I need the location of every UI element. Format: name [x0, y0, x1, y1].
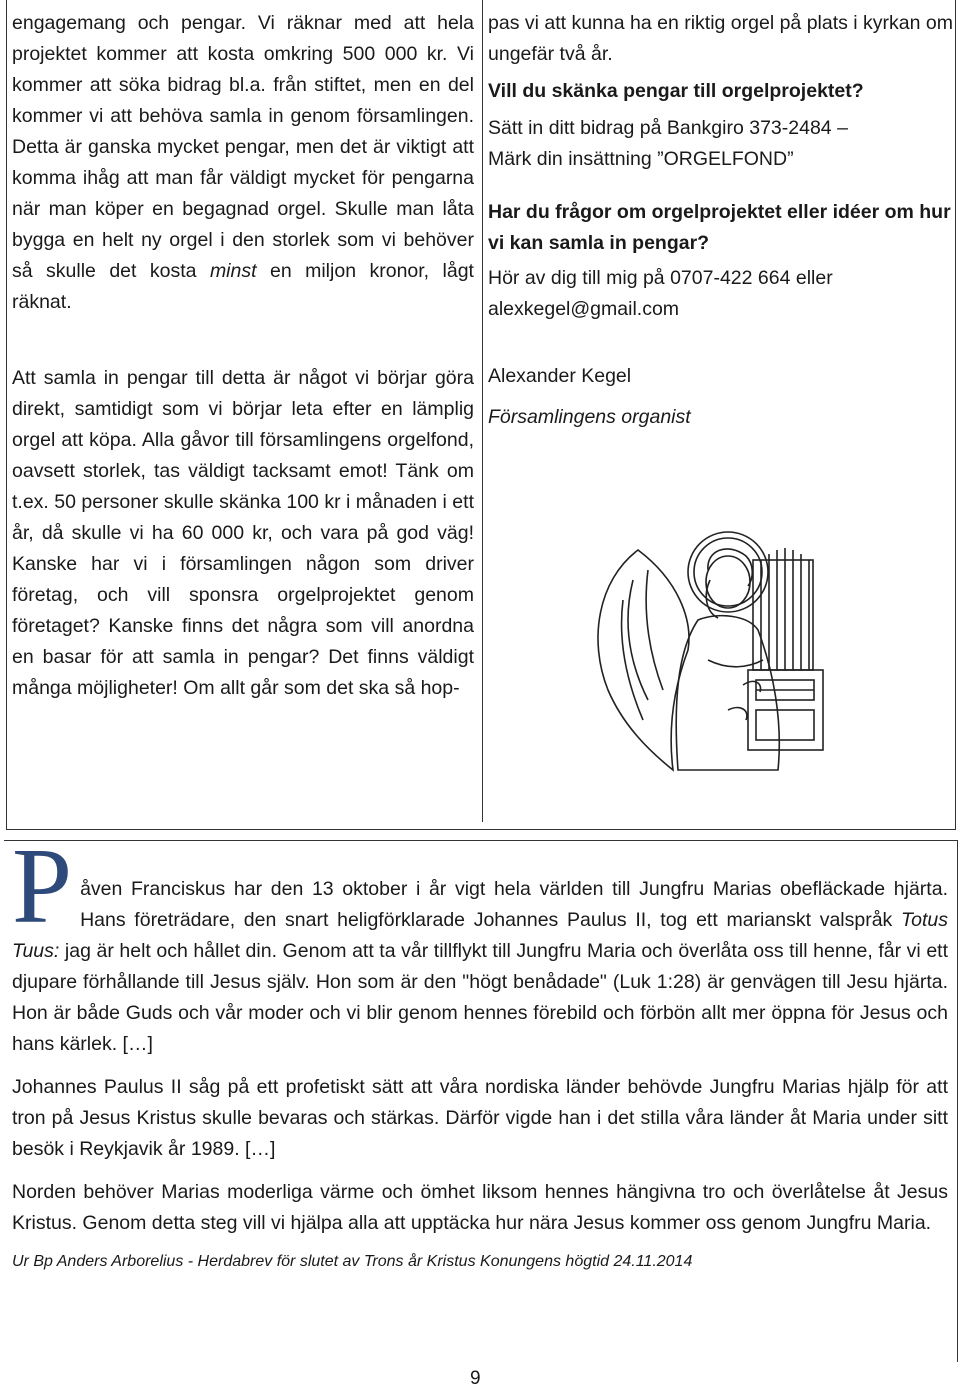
- author-title: Församlingens organist: [488, 406, 691, 428]
- citation: Ur Bp Anders Arborelius - Herdabrev för slutet av Trons år Kristus Konungens högtid 24.11.2014: [12, 1253, 693, 1270]
- letter-paragraph-3: Norden behöver Marias moderliga värme och ömhet liksom hennes hängivna tro och överlåtelse åt Jesus Kristus. Genom detta steg vill vi hjälpa alla att upptäcka hur nära Jesus kommer oss genom Jungfru Maria.: [12, 1181, 948, 1234]
- angel-playing-organ-icon: [578, 520, 878, 790]
- emphasis: minst: [209, 260, 257, 282]
- letter-paragraph-2: Johannes Paulus II såg på ett profetiskt sätt att våra nordiska länder behövde Jungfru Marias hjälp för att tron på Jesus Kristus skulle bevaras och stärkas. Därför vigde han i det stilla våra länder åt Maria under sitt besök i Reykjavik år 1989. […]: [12, 1076, 948, 1160]
- left-column: [12, 8, 474, 704]
- page-number: 9: [470, 1368, 481, 1389]
- right-column: [488, 8, 954, 433]
- drop-cap: P: [12, 827, 73, 946]
- letter-paragraph-1: [12, 827, 948, 1060]
- column-divider: [482, 0, 483, 822]
- contact-info: Hör av dig till mig på 0707-422 664 eller alexkegel@gmail.com: [488, 267, 833, 320]
- text-run: åven Franciskus har den 13 oktober i år vigt hela världen till Jungfru Marias obefläckade hjärta. Hans företrädare, den snart heligförklarade Johannes Paulus II, tog ett marianskt valspråk: [80, 878, 948, 931]
- payment-reference: Märk din insättning ”ORGELFOND”: [488, 148, 794, 170]
- pastoral-letter-text: [12, 827, 948, 1285]
- donate-heading: Vill du skänka pengar till orgelprojektet?: [488, 80, 864, 102]
- text-run: jag är helt och hållet din. Genom att ta vår tillflykt till Jungfru Maria och överlåta oss till henne, får vi ett djupare förhållande till Jesus själv. Hon som är den "högt benådade" (Luk 1:28) är genvägen till Jesu hjärta. Hon är både Guds och vår moder och vi blir genom hennes förebild och förbön allt mer öppna för Jesus och hans kärlek. […]: [12, 940, 948, 1055]
- emphasis: Totus Tuus:: [12, 909, 948, 962]
- text-run: engagemang och pengar. Vi räknar med att hela projektet kommer att kosta omkring 500 000 kr. Vi kommer att söka bidrag bl.a. från stiftet, men en del kommer vi att behöva samla in genom församlingen. Detta är ganska mycket pengar, men det är viktigt att komma ihåg att man får väldigt mycket för pengarna när man köper en begagnad orgel. Skulle man låta bygga en helt ny orgel i den storlek som vi behöver så skulle det kosta: [12, 12, 474, 282]
- right-continuation: pas vi att kunna ha en riktig orgel på plats i kyrkan om ungefär två år.: [488, 12, 953, 65]
- questions-heading: Har du frågor om orgelprojektet eller idéer om hur vi kan samla in pengar?: [488, 201, 951, 254]
- left-paragraph-1: [12, 8, 474, 318]
- text-run: en miljon kronor, lågt räknat.: [12, 260, 474, 313]
- author-name: Alexander Kegel: [488, 365, 632, 387]
- left-paragraph-2: Att samla in pengar till detta är något vi börjar göra direkt, samtidigt som vi börjar leta efter en lämplig orgel att köpa. Alla gåvor till församlingens orgelfond, oavsett storlek, tas väldigt tacksamt emot! Tänk om t.ex. 50 personer skulle skänka 100 kr i månaden i ett år, då skulle vi ha 60 000 kr, och vara på god väg! Kanske har vi i församlingen någon som driver företag, och vill sponsra orgelprojektet genom företaget? Kanske finns det några som vill anordna en basar för att samla in pengar? Det finns väldigt många möjligheter! Om allt går som det ska så hop-: [12, 367, 474, 699]
- bankgiro-line: Sätt in ditt bidrag på Bankgiro 373-2484 –: [488, 117, 848, 139]
